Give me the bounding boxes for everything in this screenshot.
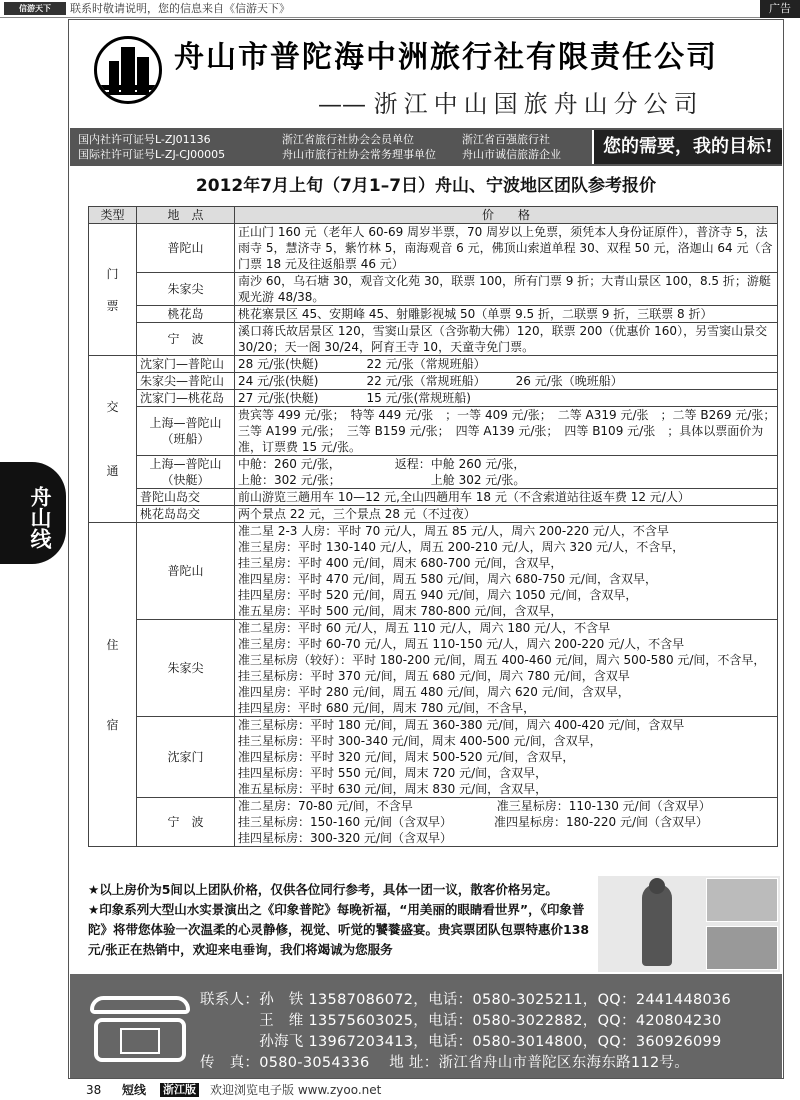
location-cell: 桃花岛岛交 <box>137 506 235 523</box>
location-cell: 朱家尖 <box>137 273 235 306</box>
price-cell: 27 元/张(快艇) 15 元/张(常规班船) <box>235 390 778 407</box>
table-header-row <box>89 207 778 224</box>
company-logo-icon <box>94 36 162 104</box>
table-row <box>89 798 778 847</box>
price-cell: 准二星房：平时 60 元/人，周五 110 元/人，周六 180 元/人，不含早 准三星房：平时 60-70 元/人，周五 110-150 元/人，周六 200-220 元/人，不含早 准三星标房（较好）：平时 180-200 元/间，周五 400-460 元/间，周六 500-580 元/间，不含早， 挂三星标房：平时 370 元/间，周五 680 元/间，周六 780 元/间，含双早 准四星房：平时 280 元/间，周五 480 元/间，周六 620 元/间，含双早， 挂四星房：平时 680 元/间，周末 780 元/间，不含早， <box>235 620 778 717</box>
table-row <box>89 373 778 390</box>
top-notice: 联系时敬请说明，您的信息来自《信游天下》 <box>70 2 290 15</box>
location-cell: 上海—普陀山 （快艇） <box>137 456 235 489</box>
price-cell: 准二星 2-3 人房：平时 70 元/人，周五 85 元/人，周六 200-220 元/人，不含早 准三星房：平时 130-140 元/人，周五 200-210 元/人，周六 320 元/人，不含早， 挂三星房：平时 400 元/间，周末 680-700 元/间，含双早， 准四星房：平时 470 元/间，周五 580 元/间，周六 680-750 元/间，含双早， 挂四星房：平时 520 元/间，周五 940 元/间，周六 1050 元/间，含双早， 准五星房：平时 500 元/间，周末 780-800 元/间，含双早， <box>235 523 778 620</box>
contact-line-2: 王 维 13575603025，电话：0580-3022882，QQ：420804230 <box>200 1013 722 1029</box>
location-cell: 上海—普陀山 （班船） <box>137 407 235 456</box>
table-row <box>89 273 778 306</box>
slogan: 您的需要，我的目标! <box>592 130 782 164</box>
price-cell: 准三星标房：平时 180 元/间，周五 360-380 元/间，周六 400-420 元/间，含双早 挂三星标房：平时 300-340 元/间，周末 400-500 元/间，含双早， 准四星标房：平时 320 元/间，周末 500-520 元/间，含双早， 挂四星标房：平时 550 元/间，周末 720 元/间，含双早， 准五星标房：平时 630 元/间，周末 830 元/间，含双早， <box>235 717 778 798</box>
price-cell: 溪口蒋氏故居景区 120，雪窦山景区（含弥勒大佛）120，联票 200（优惠价 160），另雪窦山景交 30/20；天一阁 30/24，阿育王寺 10，天童寺免门票。 <box>235 323 778 356</box>
guanyin-statue-image <box>642 884 672 966</box>
category-tickets: 门 票 <box>89 224 137 356</box>
contact-panel <box>70 974 782 1078</box>
website-link[interactable]: 欢迎浏览电子版 www.zyoo.net <box>210 1083 382 1097</box>
contact-line-1: 联系人：孙 铁 13587086072，电话：0580-3025211，QQ：2441448036 <box>200 992 732 1008</box>
company-header <box>70 22 782 128</box>
price-cell: 贵宾等 499 元/张； 特等 449 元/张 ；一等 409 元/张； 二等 A319 元/张 ；二等 B269 元/张； 三等 A199 元/张； 三等 B159 元/张； 四等 A139 元/张； 四等 B109 元/张 ；具体以票面价为准，订票费 15 元/张。 <box>235 407 778 456</box>
notes <box>88 880 598 960</box>
price-cell: 准二星房：70-80 元/间，不含早 准三星标房：110-130 元/间（含双早） 挂三星标房：150-160 元/间（含双早） 准四星标房：180-220 元/间（含双早） 挂四星标房：300-320 元/间（含双早） <box>235 798 778 847</box>
note-2: ★印象系列大型山水实景演出之《印象普陀》每晚祈福，“用美丽的眼睛看世界”，《印象普陀》将带您体验一次温柔的心灵静修，视觉、听觉的饕餮盛宴。贵宾票团队包票特惠价138元/张正在热销中，欢迎来电垂询，我们将竭诚为您服务 <box>88 902 590 957</box>
license-domestic: 国内社许可证号L-ZJ01136 <box>78 133 211 146</box>
table-row <box>89 306 778 323</box>
membership-1: 浙江省旅行社协会会员单位 <box>282 133 414 146</box>
location-cell: 朱家尖—普陀山 <box>137 373 235 390</box>
price-cell: 中舱：260 元/张， 返程：中舱 260 元/张， 上舱：302 元/张； 上舱 302 元/张。 <box>235 456 778 489</box>
company-name: 舟山市普陀海中洲旅行社有限责任公司 <box>174 40 718 75</box>
price-cell: 前山游览三趟用车 10—12 元,全山四趟用车 18 元（不含索道站往返车费 12 元/人） <box>235 489 778 506</box>
location-cell: 沈家门—桃花岛 <box>137 390 235 407</box>
price-cell: 正山门 160 元（老年人 60-69 周岁半票，70 周岁以上免票，须凭本人身份证原件），普济寺 5，法雨寺 5，慧济寺 5，紫竹林 5，南海观音 6 元，佛顶山索道单程 30、双程 50 元，洛迦山 64 元（含门票 18 元及往返船票 46 元） <box>235 224 778 273</box>
location-cell: 普陀山 <box>137 523 235 620</box>
header-price: 价 格 <box>235 207 778 224</box>
table-row <box>89 456 778 489</box>
table-row <box>89 407 778 456</box>
putuo-photo <box>598 876 780 972</box>
honor-2: 舟山市诚信旅游企业 <box>462 148 561 161</box>
location-cell: 普陀山 <box>137 224 235 273</box>
location-cell: 宁 波 <box>137 323 235 356</box>
top-bar <box>0 0 800 18</box>
membership-2: 舟山市旅行社协会常务理事单位 <box>282 148 436 161</box>
rates-table <box>88 206 782 847</box>
price-cell: 桃花寨景区 45、安期峰 45、射雕影视城 50（单票 9.5 折，二联票 9 折，三联票 8 折） <box>235 306 778 323</box>
price-cell: 28 元/张(快艇) 22 元/张（常规班船） <box>235 356 778 373</box>
publisher-logo: 信游天下 <box>4 2 66 15</box>
table-row <box>89 489 778 506</box>
header-type: 类型 <box>89 207 137 224</box>
location-cell: 朱家尖 <box>137 620 235 717</box>
location-cell: 沈家门 <box>137 717 235 798</box>
footer <box>0 1080 800 1100</box>
page-number: 38 <box>86 1083 102 1097</box>
table-row <box>89 717 778 798</box>
category-transport: 交 通 <box>89 356 137 523</box>
edition-badge: 浙江版 <box>160 1083 199 1097</box>
contact-fax-address: 传 真：0580-3054336 地 址：浙江省舟山市普陀区东海东路112号。 <box>200 1055 690 1071</box>
location-cell: 宁 波 <box>137 798 235 847</box>
table-row <box>89 620 778 717</box>
section-label: 短线 <box>122 1083 147 1097</box>
table-row <box>89 523 778 620</box>
location-cell: 普陀山岛交 <box>137 489 235 506</box>
license-international: 国际社许可证号L-ZJ-CJ00005 <box>78 148 226 161</box>
temple-image <box>706 926 778 970</box>
table-row <box>89 323 778 356</box>
price-cell: 24 元/张(快艇) 22 元/张（常规班船） 26 元/张（晚班船） <box>235 373 778 390</box>
table-row <box>89 390 778 407</box>
table-row <box>89 356 778 373</box>
price-cell: 两个景点 22 元，三个景点 28 元（不过夜） <box>235 506 778 523</box>
phone-icon <box>90 992 190 1064</box>
license-bar <box>70 128 782 166</box>
location-cell: 桃花岛 <box>137 306 235 323</box>
page-title: 2012年7月上旬（7月1–7日）舟山、宁波地区团队参考报价 <box>195 176 657 196</box>
price-cell: 南沙 60，乌石塘 30，观音文化苑 30，联票 100，所有门票 9 折；大青山景区 100，8.5 折；游艇观光游 48/38。 <box>235 273 778 306</box>
honor-1: 浙江省百强旅行社 <box>462 133 550 146</box>
branch-name: —— 浙江中山国旅舟山分公司 <box>318 90 704 118</box>
ad-label: 广告 <box>760 0 800 18</box>
seascape-image <box>706 878 778 922</box>
table-row <box>89 224 778 273</box>
location-cell: 沈家门—普陀山 <box>137 356 235 373</box>
table-row <box>89 506 778 523</box>
note-1: ★以上房价为5间以上团队价格，仅供各位同行参考，具体一团一议，散客价格另定。 <box>88 882 558 897</box>
side-tab: 舟山线 <box>0 462 66 564</box>
contact-line-3: 孙海飞 13967203413，电话：0580-3014800，QQ：360926099 <box>200 1034 722 1050</box>
category-hotel: 住 宿 <box>89 523 137 847</box>
header-location: 地 点 <box>137 207 235 224</box>
